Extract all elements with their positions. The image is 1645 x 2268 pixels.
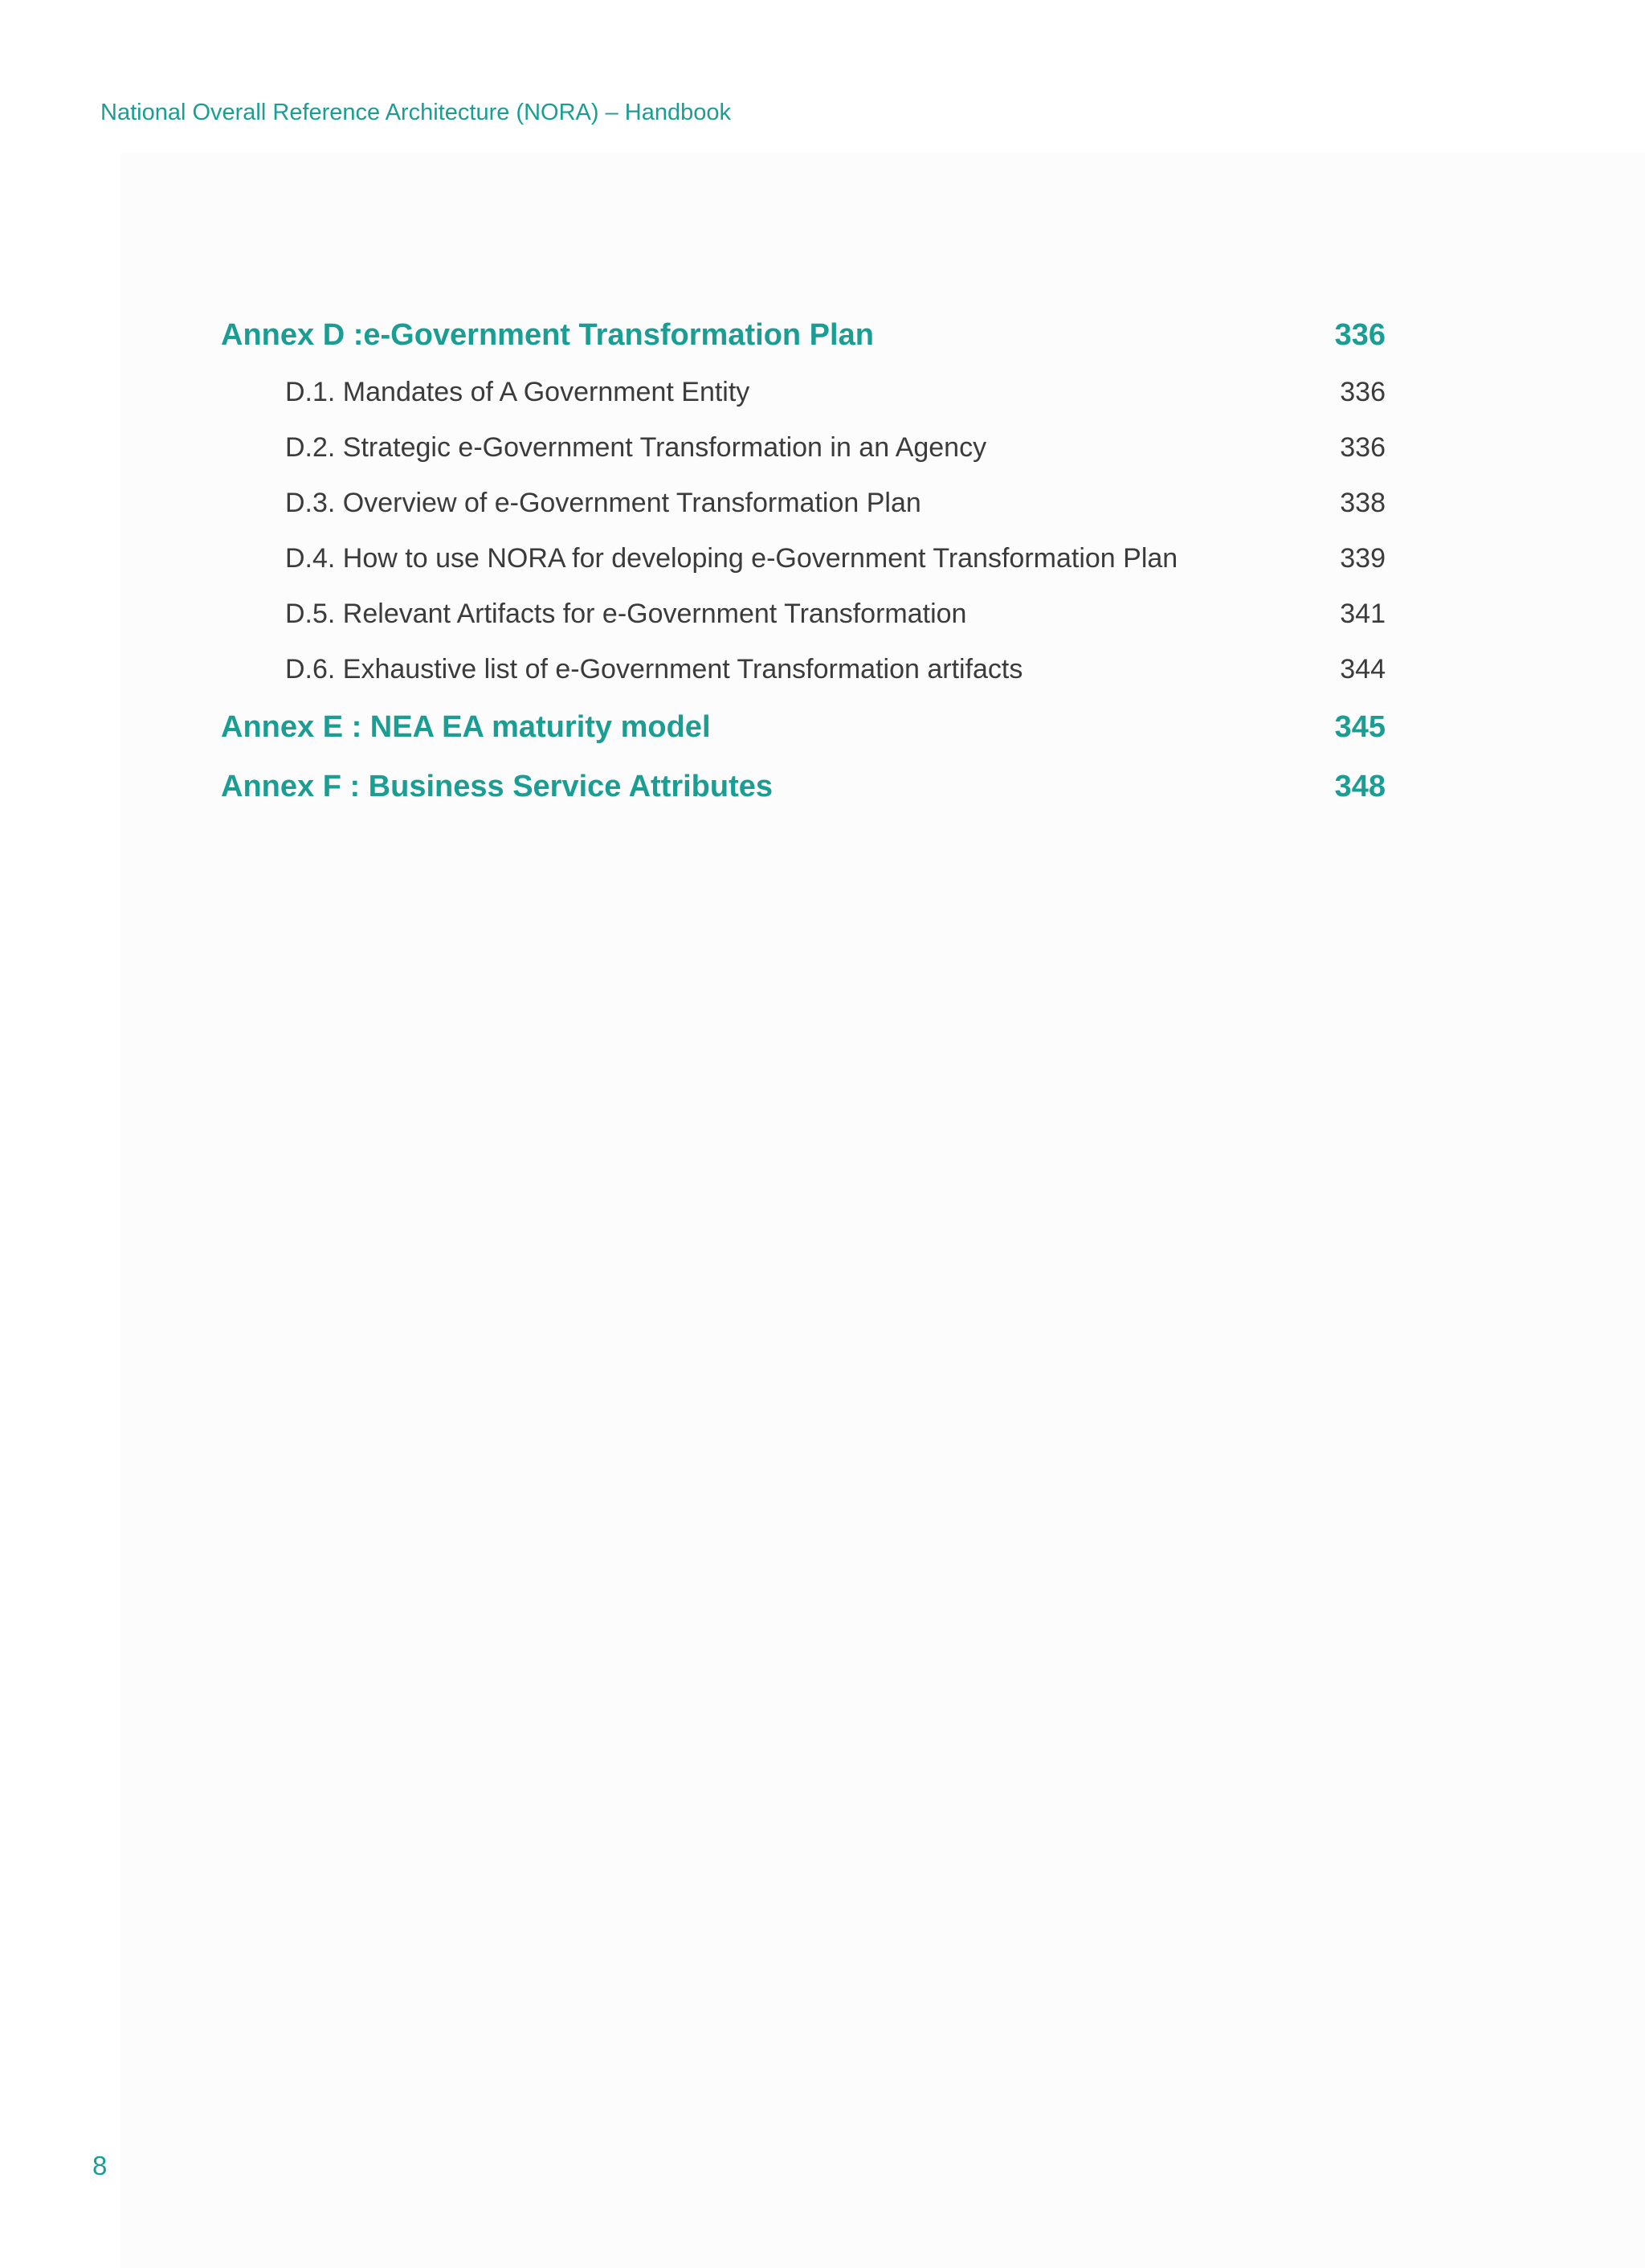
toc-entry-title: Annex D :e-Government Transformation Plan — [221, 318, 874, 352]
toc-entry-page: 336 — [1340, 432, 1386, 463]
table-of-contents — [221, 305, 1386, 816]
toc-entry-title: D.1. Mandates of A Government Entity — [285, 377, 750, 407]
toc-entry-d5[interactable] — [221, 586, 1386, 642]
toc-entry-annex-e[interactable] — [221, 697, 1386, 757]
toc-entry-page: 341 — [1340, 599, 1386, 629]
toc-entry-page: 339 — [1340, 543, 1386, 574]
toc-entry-annex-d[interactable] — [221, 305, 1386, 365]
toc-entry-title: D.2. Strategic e-Government Transformation in an Agency — [285, 432, 987, 463]
running-header: National Overall Reference Architecture (NORA) – Handbook — [100, 100, 731, 125]
toc-entry-page: 344 — [1340, 654, 1386, 684]
toc-entry-d6[interactable] — [221, 642, 1386, 697]
page-number: 8 — [92, 2151, 108, 2180]
toc-entry-title: D.6. Exhaustive list of e-Government Transformation artifacts — [285, 654, 1023, 684]
toc-entry-page: 336 — [1334, 318, 1386, 352]
toc-entry-page: 345 — [1334, 710, 1386, 744]
toc-entry-page: 348 — [1334, 770, 1386, 803]
toc-entry-d2[interactable] — [221, 420, 1386, 476]
toc-entry-d4[interactable] — [221, 531, 1386, 586]
toc-entry-title: D.4. How to use NORA for developing e-Government Transformation Plan — [285, 543, 1178, 574]
toc-entry-d1[interactable] — [221, 365, 1386, 420]
toc-entry-annex-f[interactable] — [221, 757, 1386, 816]
toc-entry-title: D.3. Overview of e-Government Transformation Plan — [285, 488, 921, 518]
toc-entry-title: Annex E : NEA EA maturity model — [221, 710, 711, 744]
toc-entry-title: D.5. Relevant Artifacts for e-Government Transformation — [285, 599, 967, 629]
toc-entry-page: 336 — [1340, 377, 1386, 407]
toc-entry-title: Annex F : Business Service Attributes — [221, 770, 774, 803]
toc-entry-d3[interactable] — [221, 476, 1386, 531]
toc-entry-page: 338 — [1340, 488, 1386, 518]
